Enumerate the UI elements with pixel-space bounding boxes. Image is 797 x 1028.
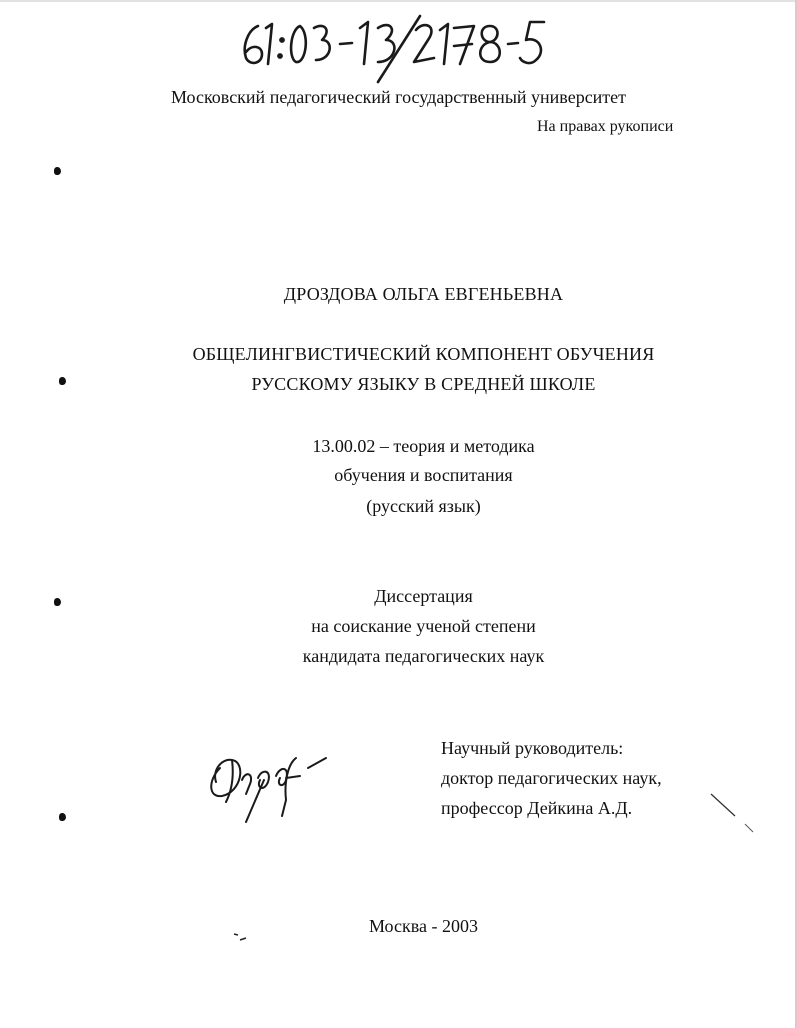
university-name: Московский педагогический государственный университет [170,87,627,107]
scan-artifact-stroke [705,790,765,840]
degree-line-1: Диссертация [374,586,473,606]
advisor-label: Научный руководитель: [441,738,624,758]
handwritten-shelfmark [228,8,548,88]
title-line-2: РУССКОМУ ЯЗЫКУ В СРЕДНЕЙ ШКОЛЕ [251,374,596,394]
author-signature [202,740,337,830]
degree-line-2: на соискание ученой степени [311,616,536,636]
title-line-1: ОБЩЕЛИНГВИСТИЧЕСКИЙ КОМПОНЕНТ ОБУЧЕНИЯ [192,344,655,364]
specialty-line-2: обучения и воспитания [334,465,513,485]
scan-artifact [59,813,66,821]
scan-artifact [54,598,61,606]
specialty-line-1: 13.00.02 – теория и методика [312,436,535,456]
author-name: ДРОЗДОВА ОЛЬГА ЕВГЕНЬЕВНА [283,284,564,304]
specialty-line-3: (русский язык) [366,496,481,516]
degree-line-3: кандидата педагогических наук [302,646,545,666]
scan-artifact [54,167,61,175]
advisor-name: профессор Дейкина А.Д. [441,798,633,818]
scan-artifact-dots [230,930,254,946]
page-top-edge [0,0,797,2]
advisor-degree: доктор педагогических наук, [441,768,662,788]
scan-artifact [59,377,66,385]
rights-note: На правах рукописи [537,118,674,135]
place-and-year: Москва - 2003 [369,916,478,936]
